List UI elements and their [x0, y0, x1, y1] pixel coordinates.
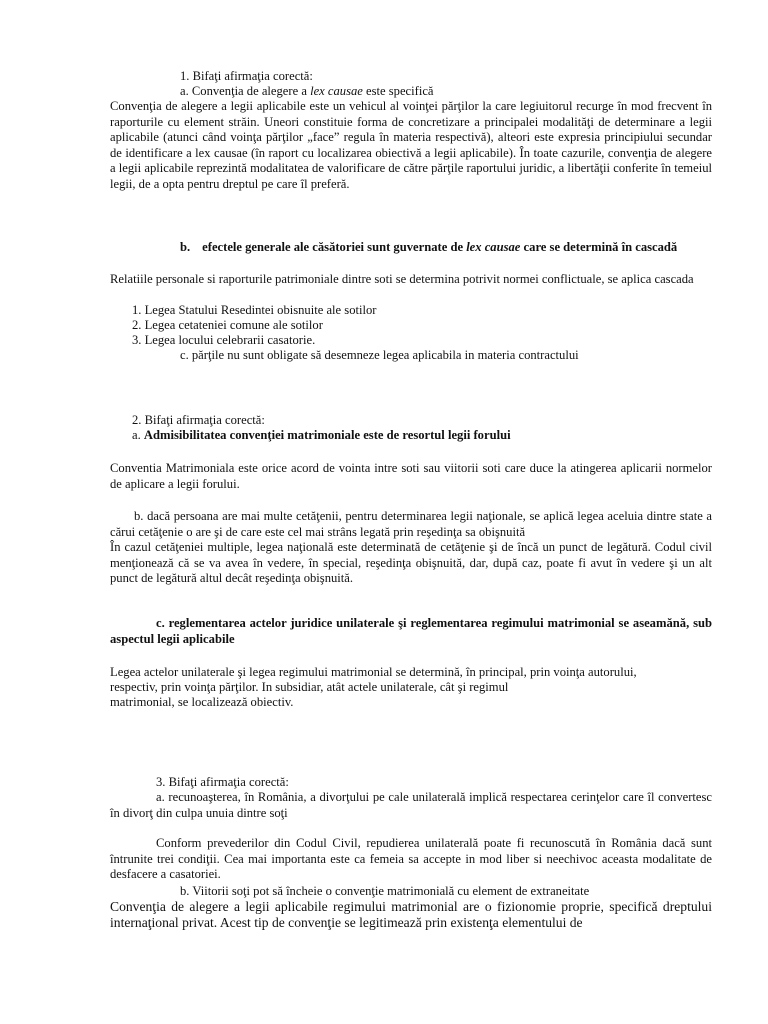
q1-option-b-term: lex causae — [466, 240, 521, 254]
q1-option-b-post: care se determină în cascadă — [520, 240, 678, 254]
q2-option-a-explanation: Conventia Matrimoniala este orice acord de vointa intre soti sau viitorii soti care duce la atingerea aplicarii normelor de aplicare a legii forului. — [110, 461, 712, 491]
q2-title: 2. Bifaţi afirmaţia corectă: — [132, 413, 265, 427]
q3-option-b-explanation: Convenţia de alegere a legii aplicabile regimului matrimonial are o fizionomie proprie, specifică dreptului internaţional privat. Acest tip de convenţie se legitimează prin existenţa elementului de — [110, 899, 712, 931]
q2-option-a-bold: Admisibilitatea convenţiei matrimoniale este de resortul legii forului — [143, 428, 511, 442]
q2-option-b-explanation: În cazul cetăţeniei multiple, legea naţională este determinată de cetăţenie şi de încă un punct de legătură. Codul civil menţionează că se va avea în vedere, în special, reşedinţa obişnuită, dar, după caz, poate fi avut în vedere şi un alt punct de legătură altul decât reşedinţa obişnuită. — [110, 540, 712, 586]
q1-option-a-prefix: a. Convenţia de alegere a — [180, 84, 311, 98]
q2-option-a-label: a. — [132, 428, 144, 442]
q2-option-c-explanation-line-3: matrimonial, se localizează obiectiv. — [110, 695, 294, 709]
q2-option-c: c. reglementarea actelor juridice unilaterale şi reglementarea regimului matrimonial se aseamănă, sub aspectul legii aplicabile — [110, 616, 712, 646]
q1-option-b — [180, 240, 712, 256]
q3-option-a-explanation: Conform prevederilor din Codul Civil, repudierea unilaterală poate fi recunoscută în România dacă sunt întrunite trei condiţii. Cea mai importanta este ca femeia sa accepte in mod liber si neechivoc aceasta modalitate de desfacere a casatoriei. — [110, 836, 712, 882]
q1-option-c: c. părţile nu sunt obligate să desemneze legea aplicabila in materia contractului — [180, 348, 579, 362]
q2-option-c-explanation-line-2: respectiv, prin voinţa părţilor. In subsidiar, atât actele unilaterale, cât şi regimul — [110, 680, 509, 694]
q1-option-a-suffix: este specifică — [362, 84, 434, 98]
q3-option-a: a. recunoaşterea, în România, a divorţului pe cale unilaterală implică respectarea cerinţelor care îl convertesc în divorţ din culpa unuia dintre soţi — [110, 790, 712, 820]
q2-option-c-explanation-line-1: Legea actelor unilaterale şi legea regimului matrimonial se determină, în principal, prin voinţa autorului, — [110, 665, 637, 679]
q1-title: 1. Bifaţi afirmaţia corectă: — [180, 69, 313, 83]
q1-option-a-explanation: Convenţia de alegere a legii aplicabile este un vehicul al voinţei părţilor la care legiuitorul recurge în mod frecvent în raporturile cu element străin. Uneori constituie forma de concretizare a principalei modalităţi de determinare a legii aplicabile (atunci când voinţa părţilor „face” regula în materia respectivă), alteori este expresia principiului secundar de identificare a lex causae (în raport cu localizarea obiectivă a legii aplicabile). În toate cazurile, convenţia de alegere a legii aplicabile reprezintă modalitatea de valorificare de către părţile raportului juridic, a libertăţii conferite în temeiul legii, de a opta pentru dreptul pe care îl preferă. — [110, 99, 712, 191]
q1-option-b-explanation: Relatiile personale si raporturile patrimoniale dintre soti se determina potrivit normei conflictuale, se aplica cascada — [110, 272, 694, 286]
cascade-item-3: 3. Legea locului celebrarii casatorie. — [132, 333, 316, 347]
q1-option-b-label: b. — [180, 240, 191, 254]
q2-option-b: b. dacă persoana are mai multe cetăţenii, pentru determinarea legii naţionale, se aplică legea aceluia dintre state a cărui cetăţenie o are şi de care este cel mai strâns legată prin reşedinţa sa obişnuită — [110, 509, 712, 539]
cascade-item-1: 1. Legea Statului Resedintei obisnuite ale sotilor — [132, 303, 377, 317]
q2-option-a — [132, 428, 511, 443]
cascade-item-2: 2. Legea cetateniei comune ale sotilor — [132, 318, 323, 332]
q3-title: 3. Bifaţi afirmaţia corectă: — [156, 775, 289, 789]
q1-option-a-term: lex causae — [310, 84, 363, 98]
q1-option-b-pre: efectele generale ale căsătoriei sunt guvernate de — [202, 240, 467, 254]
q1-option-a — [180, 84, 434, 99]
q3-option-b: b. Viitorii soţi pot să încheie o convenţie matrimonială cu element de extraneitate — [180, 884, 590, 898]
